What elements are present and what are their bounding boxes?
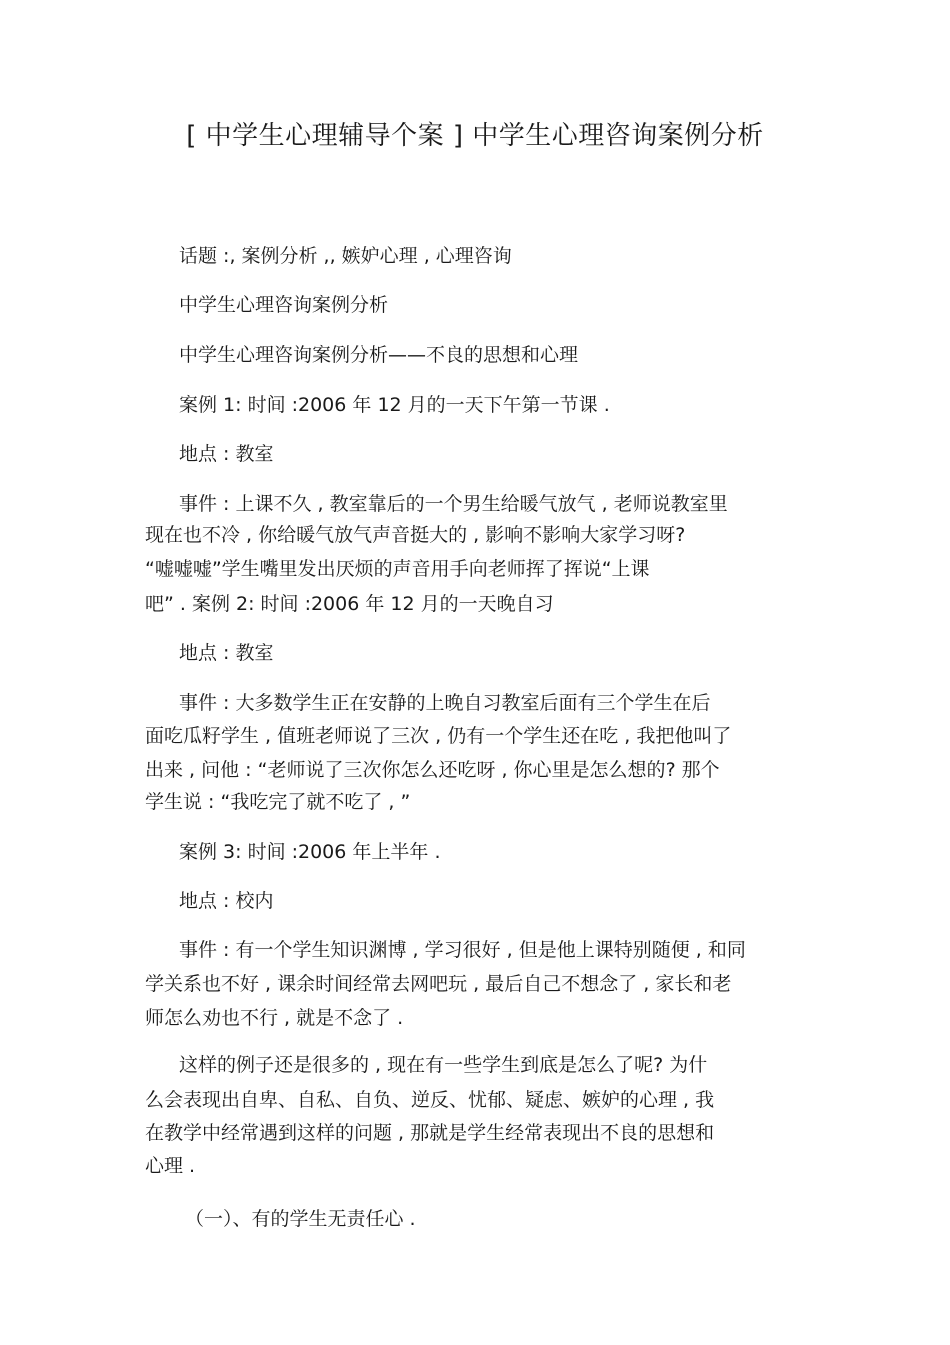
case2-event-line4: 学生说 : “我吃完了就不吃了 , ”	[145, 791, 411, 813]
summary-line3: 在教学中经常遇到这样的问题 , 那就是学生经常表现出不良的思想和	[145, 1122, 715, 1144]
section-heading: 中学生心理咨询案例分析——不良的思想和心理	[179, 344, 579, 366]
case1-time: 案例 1: 时间 :2006 年 12 月的一天下午第一节课 .	[179, 394, 610, 416]
case2-event-line1: 事件 : 大多数学生正在安静的上晚自习教室后面有三个学生在后	[179, 692, 711, 714]
case1-event-line3: “嘘嘘嘘”学生嘴里发出厌烦的声音用手向老师挥了挥说“上课	[145, 558, 650, 580]
case1-place: 地点 : 教室	[179, 443, 274, 465]
case3-event-line3: 师怎么劝也不行 , 就是不念了 .	[145, 1007, 404, 1029]
case3-time: 案例 3: 时间 :2006 年上半年 .	[179, 841, 441, 863]
summary-line2: 么会表现出自卑、自私、自负、逆反、忧郁、疑虑、嫉妒的心理 , 我	[145, 1089, 715, 1111]
case1-event-line1: 事件 : 上课不久 , 教室靠后的一个男生给暖气放气 , 老师说教室里	[179, 493, 728, 515]
case2-event-line2: 面吃瓜籽学生 , 值班老师说了三次 , 仍有一个学生还在吃 , 我把他叫了	[145, 725, 732, 747]
subtitle-line: 中学生心理咨询案例分析	[179, 294, 389, 316]
case3-event-line1: 事件 : 有一个学生知识渊博 , 学习很好 , 但是他上课特别随便 , 和同	[179, 939, 746, 961]
case2-time: 吧” . 案例 2: 时间 :2006 年 12 月的一天晚自习	[145, 593, 554, 615]
case2-event-line3: 出来 , 问他 : “老师说了三次你怎么还吃呀 , 你心里是怎么想的? 那个	[145, 759, 720, 781]
page-title: [ 中学生心理辅导个案 ] 中学生心理咨询案例分析	[186, 121, 764, 151]
summary-line4: 心理 .	[145, 1155, 196, 1177]
case2-place: 地点 : 教室	[179, 642, 274, 664]
case3-place: 地点 : 校内	[179, 890, 274, 912]
summary-line1: 这样的例子还是很多的 , 现在有一些学生到底是怎么了呢? 为什	[179, 1054, 708, 1076]
topic-line: 话题 :, 案例分析 ,, 嫉妒心理 , 心理咨询	[179, 245, 512, 267]
subsection-heading: （一）、有的学生无责任心 .	[185, 1208, 416, 1230]
case1-event-line2: 现在也不冷 , 你给暖气放气声音挺大的 , 影响不影响大家学习呀?	[145, 524, 686, 546]
case3-event-line2: 学关系也不好 , 课余时间经常去网吧玩 , 最后自己不想念了 , 家长和老	[145, 973, 732, 995]
